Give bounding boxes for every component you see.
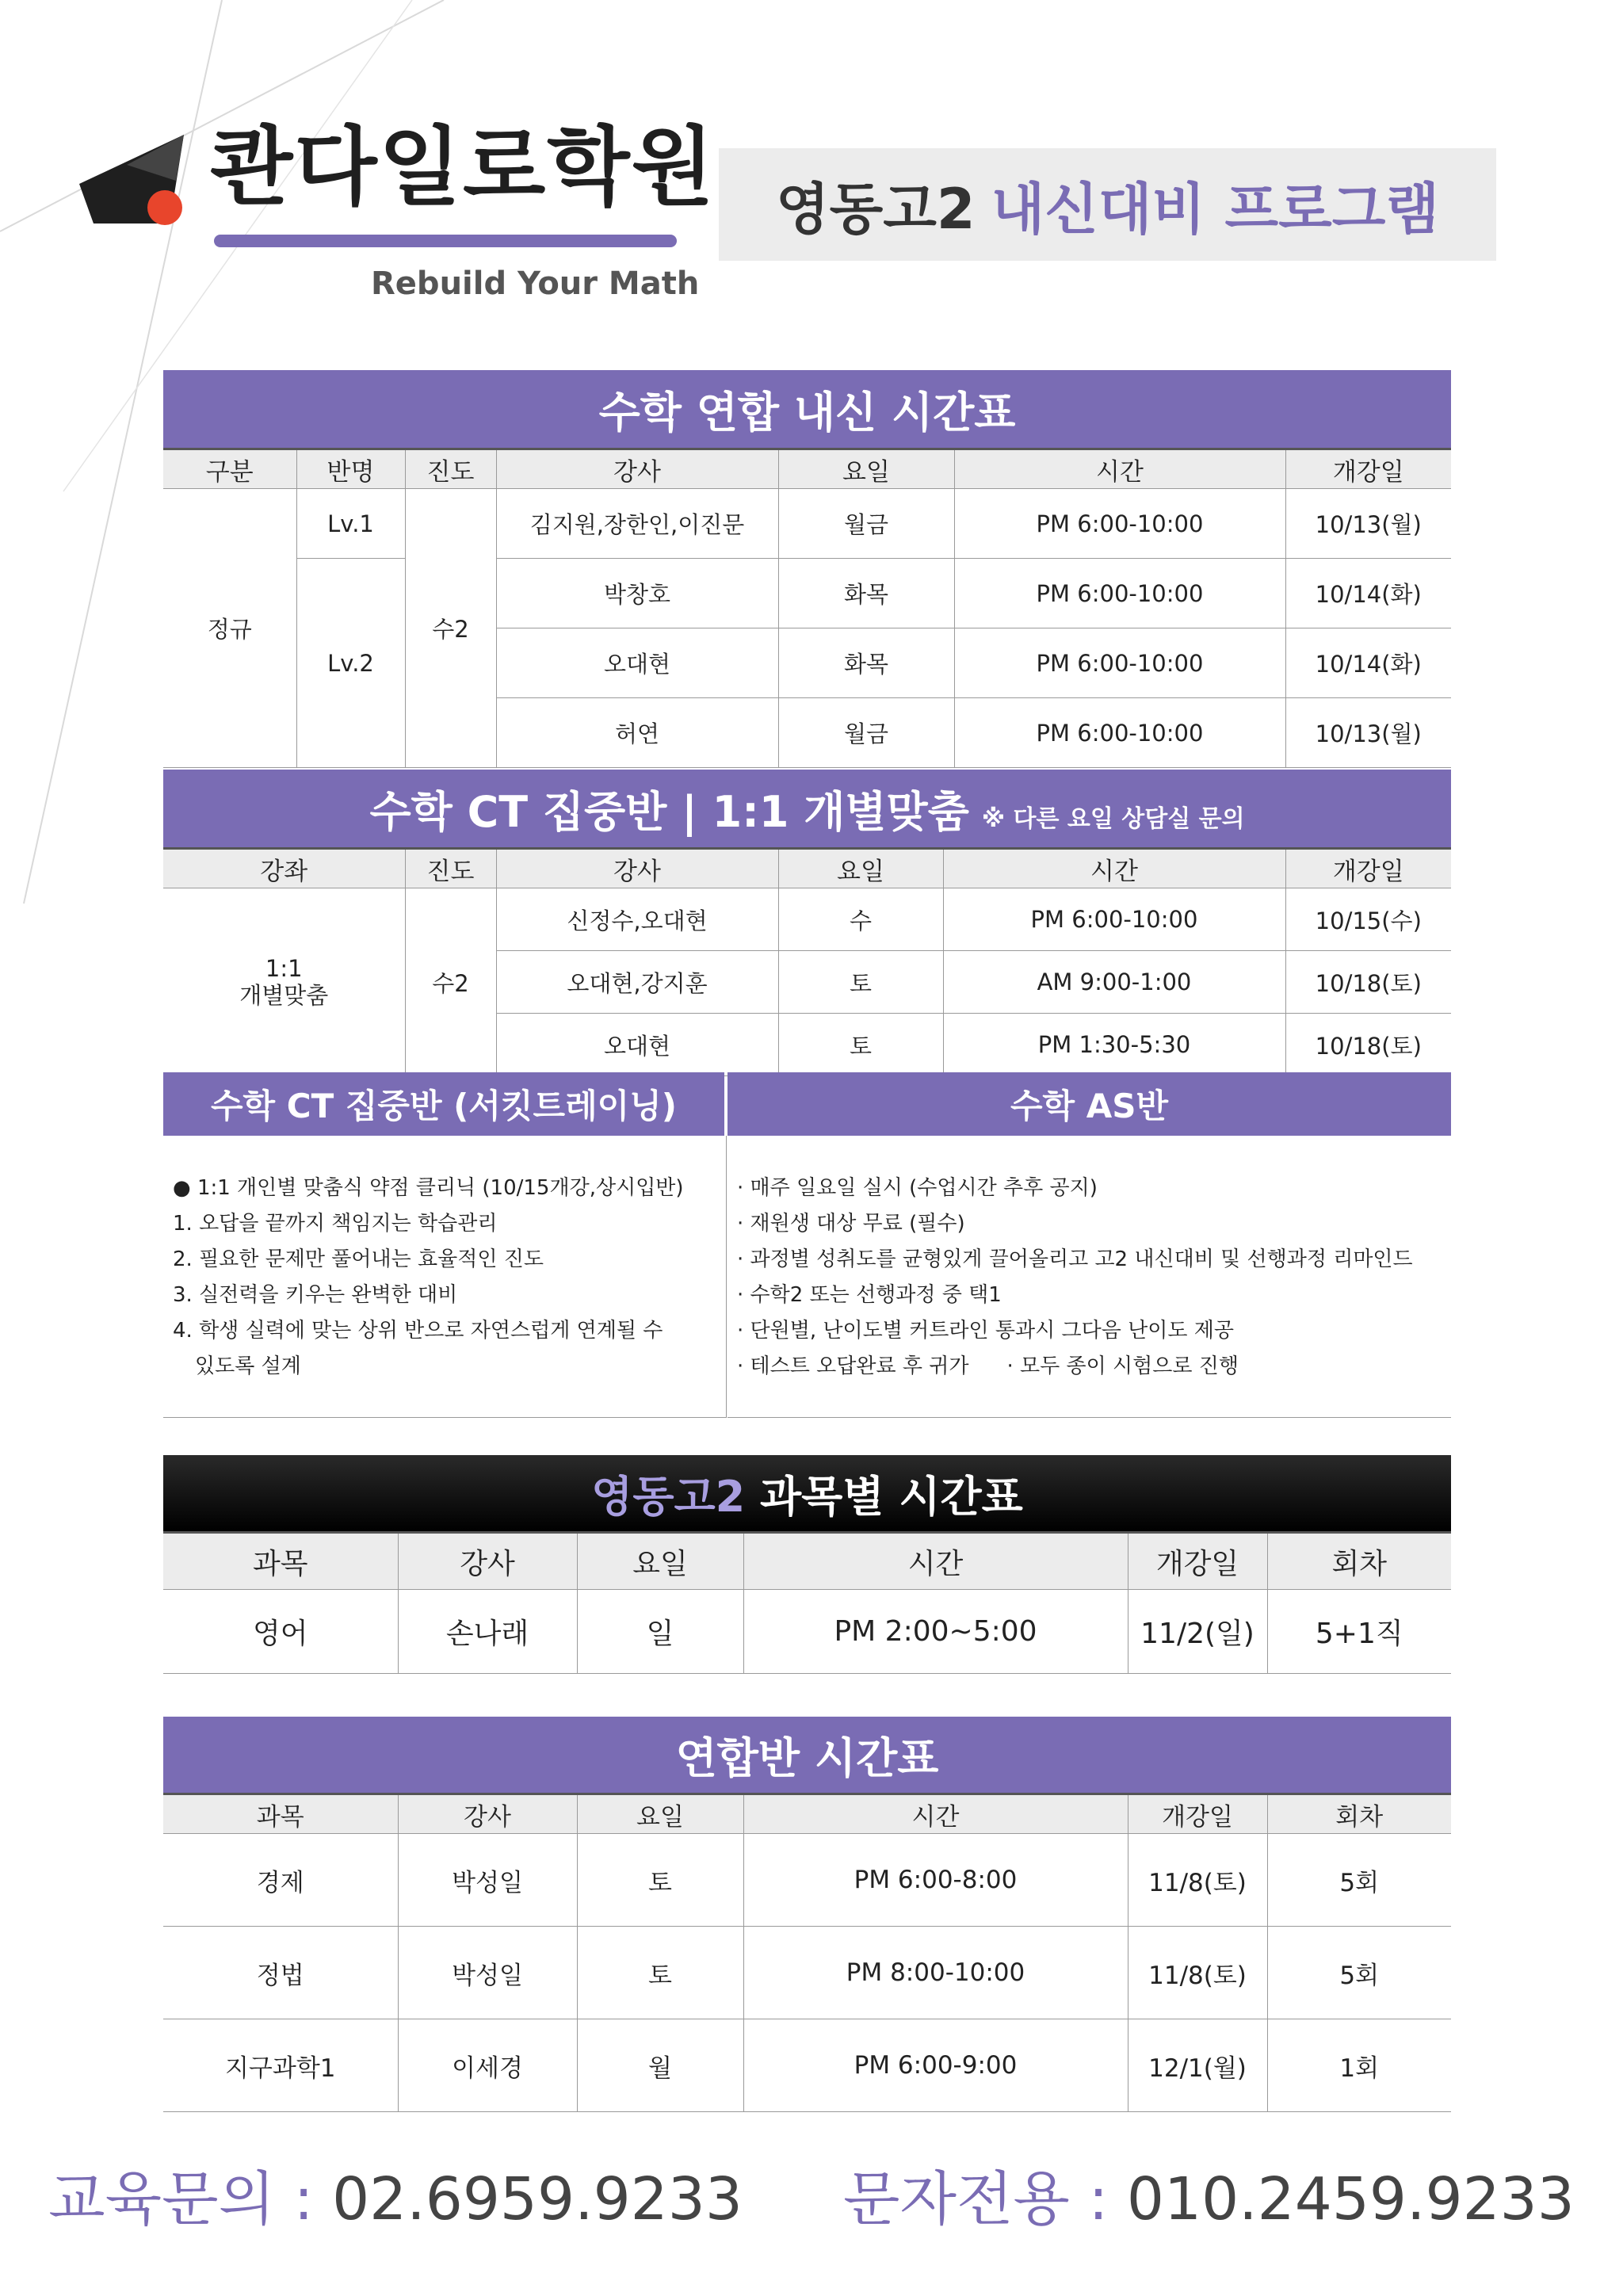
description-item: · 모두 종이 시험으로 진행	[1006, 1354, 1239, 1378]
program-school: 영동고2	[776, 176, 976, 242]
start-date-cell: 11/8(토)	[1128, 1927, 1267, 2019]
sms-only-label: 문자전용 :	[842, 2165, 1109, 2233]
teacher-cell: 오대현,강지훈	[496, 951, 778, 1014]
teacher-cell: 오대현	[496, 1014, 778, 1076]
sessions-cell: 5회	[1267, 1927, 1451, 2019]
inquiry-note: ※ 다른 요일 상담실 문의	[981, 804, 1245, 833]
ct-circuit-title: 수학 CT 집중반 (서킷트레이닝)	[163, 1072, 724, 1136]
table-title: 연합반 시간표	[163, 1717, 1451, 1794]
column-header: 시간	[954, 449, 1285, 489]
column-header: 개강일	[1285, 449, 1451, 489]
table-row	[163, 489, 1451, 559]
academy-logo-icon	[79, 135, 184, 225]
category-cell: 정규	[163, 489, 296, 768]
day-cell: 화목	[778, 559, 954, 628]
class-level-cell: Lv.1	[296, 489, 405, 559]
teacher-cell: 오대현	[496, 628, 778, 698]
course-line: 개별맞춤	[239, 982, 329, 1009]
time-cell: PM 1:30-5:30	[943, 1014, 1285, 1076]
start-date-cell: 10/18(토)	[1285, 1014, 1451, 1076]
start-date-cell: 10/14(화)	[1285, 559, 1451, 628]
time-cell: PM 6:00-9:00	[743, 2019, 1128, 2112]
day-cell: 수	[778, 888, 943, 951]
course-line: 1:1	[265, 955, 303, 982]
table-row	[163, 888, 1451, 951]
description-line: · 과정별 성취도를 균형있게 끌어올리고 고2 내신대비 및 선행과정 리마인드	[737, 1247, 1413, 1271]
time-cell: PM 6:00-8:00	[743, 1834, 1128, 1927]
teacher-cell: 손나래	[398, 1590, 577, 1674]
column-header: 요일	[577, 1533, 743, 1590]
column-header: 강사	[496, 449, 778, 489]
description-line: 4. 학생 실력에 맞는 상위 반으로 자연스럽게 연계될 수	[173, 1319, 663, 1343]
progress-cell: 수2	[405, 489, 496, 768]
column-header: 개강일	[1128, 1533, 1267, 1590]
day-cell: 일	[577, 1590, 743, 1674]
column-header: 개강일	[1285, 849, 1451, 888]
course-cell	[163, 888, 405, 1076]
joint-class-schedule-table	[163, 1717, 1451, 2112]
table-row	[163, 559, 1451, 628]
table-title-school: 영동고2	[591, 1471, 746, 1522]
math-joint-schedule-table	[163, 370, 1451, 768]
description-line: 3. 실전력을 키우는 완벽한 대비	[173, 1283, 458, 1307]
sessions-cell: 1회	[1267, 2019, 1451, 2112]
day-cell: 토	[577, 1834, 743, 1927]
table-row	[163, 2019, 1451, 2112]
class-level-cell: Lv.2	[296, 559, 405, 768]
description-line: 1. 오답을 끝까지 책임지는 학습관리	[173, 1212, 498, 1236]
description-line: · 수학2 또는 선행과정 중 택1	[737, 1283, 1002, 1307]
column-header: 회차	[1267, 1533, 1451, 1590]
column-header: 진도	[405, 449, 496, 489]
subject-cell: 정법	[163, 1927, 398, 2019]
day-cell: 화목	[778, 628, 954, 698]
time-cell: PM 6:00-10:00	[954, 559, 1285, 628]
column-header: 강사	[496, 849, 778, 888]
column-header: 요일	[577, 1794, 743, 1834]
column-header: 요일	[778, 449, 954, 489]
time-cell: PM 2:00~5:00	[743, 1590, 1128, 1674]
time-cell: PM 6:00-10:00	[954, 698, 1285, 768]
program-name: 내신대비 프로그램	[991, 176, 1439, 242]
column-header: 시간	[743, 1533, 1128, 1590]
column-header: 요일	[778, 849, 943, 888]
start-date-cell: 10/13(월)	[1285, 698, 1451, 768]
description-line: · 재원생 대상 무료 (필수)	[737, 1212, 965, 1236]
start-date-cell: 10/18(토)	[1285, 951, 1451, 1014]
column-header: 진도	[405, 849, 496, 888]
column-header: 과목	[163, 1533, 398, 1590]
contact-footer	[0, 2165, 1623, 2233]
education-inquiry-number[interactable]: 02.6959.9233	[332, 2165, 743, 2233]
table-title	[163, 1455, 1451, 1533]
start-date-cell: 10/14(화)	[1285, 628, 1451, 698]
subject-cell: 지구과학1	[163, 2019, 398, 2112]
column-header: 시간	[743, 1794, 1128, 1834]
teacher-cell: 신정수,오대현	[496, 888, 778, 951]
description-line: 있도록 설계	[195, 1354, 301, 1378]
day-cell: 토	[778, 951, 943, 1014]
time-cell: PM 6:00-10:00	[954, 628, 1285, 698]
day-cell: 월금	[778, 698, 954, 768]
education-inquiry-label: 교육문의 :	[48, 2165, 314, 2233]
description-line: 2. 필요한 문제만 풀어내는 효율적인 진도	[173, 1247, 544, 1271]
column-header: 강좌	[163, 849, 405, 888]
column-header: 강사	[398, 1794, 577, 1834]
teacher-cell: 박성일	[398, 1834, 577, 1927]
teacher-cell: 김지원,장한인,이진문	[496, 489, 778, 559]
brand-underline	[214, 235, 677, 247]
table-title-text: 수학 CT 집중반 | 1:1 개별맞춤	[369, 786, 969, 837]
column-header: 반명	[296, 449, 405, 489]
progress-cell: 수2	[405, 888, 496, 1076]
table-row	[163, 1927, 1451, 2019]
subject-cell: 경제	[163, 1834, 398, 1927]
description-line	[737, 1349, 1413, 1385]
start-date-cell: 10/13(월)	[1285, 489, 1451, 559]
logo-dot-icon	[147, 190, 182, 225]
day-cell: 월	[577, 2019, 743, 2112]
table-row	[163, 1834, 1451, 1927]
start-date-cell: 11/2(일)	[1128, 1590, 1267, 1674]
as-class-description	[727, 1136, 1451, 1418]
subject-schedule-table	[163, 1455, 1451, 1674]
teacher-cell: 이세경	[398, 2019, 577, 2112]
start-date-cell: 12/1(월)	[1128, 2019, 1267, 2112]
time-cell: PM 6:00-10:00	[943, 888, 1285, 951]
time-cell: PM 6:00-10:00	[954, 489, 1285, 559]
sms-only-number[interactable]: 010.2459.9233	[1126, 2165, 1575, 2233]
teacher-cell: 박성일	[398, 1927, 577, 2019]
brand-slogan: Rebuild Your Math	[371, 266, 700, 302]
table-title-text: 과목별 시간표	[760, 1471, 1023, 1522]
column-header: 회차	[1267, 1794, 1451, 1834]
sessions-cell: 5+1직	[1267, 1590, 1451, 1674]
ct-circuit-description	[163, 1136, 727, 1418]
time-cell: AM 9:00-1:00	[943, 951, 1285, 1014]
table-title	[163, 770, 1451, 849]
start-date-cell: 10/15(수)	[1285, 888, 1451, 951]
sessions-cell: 5회	[1267, 1834, 1451, 1927]
day-cell: 월금	[778, 489, 954, 559]
day-cell: 토	[778, 1014, 943, 1076]
time-cell: PM 8:00-10:00	[743, 1927, 1128, 2019]
description-line: ● 1:1 개인별 맞춤식 약점 클리닉 (10/15개강,상시입반)	[173, 1176, 684, 1200]
column-header: 구분	[163, 449, 296, 489]
academy-name: 콴다일로학원	[210, 118, 716, 217]
column-header: 강사	[398, 1533, 577, 1590]
description-item: · 테스트 오답완료 후 귀가	[737, 1354, 969, 1378]
teacher-cell: 박창호	[496, 559, 778, 628]
column-header: 개강일	[1128, 1794, 1267, 1834]
start-date-cell: 11/8(토)	[1128, 1834, 1267, 1927]
column-header: 시간	[943, 849, 1285, 888]
teacher-cell: 허연	[496, 698, 778, 768]
table-title: 수학 연합 내신 시간표	[163, 370, 1451, 449]
table-row	[163, 1590, 1451, 1674]
description-line: · 단원별, 난이도별 커트라인 통과시 그다음 난이도 제공	[737, 1319, 1234, 1343]
program-title	[719, 148, 1496, 261]
as-class-title: 수학 AS반	[727, 1072, 1451, 1136]
day-cell: 토	[577, 1927, 743, 2019]
math-ct-intensive-table	[163, 770, 1451, 1076]
column-header: 과목	[163, 1794, 398, 1834]
description-line: · 매주 일요일 실시 (수업시간 추후 공지)	[737, 1176, 1098, 1200]
subject-cell: 영어	[163, 1590, 398, 1674]
